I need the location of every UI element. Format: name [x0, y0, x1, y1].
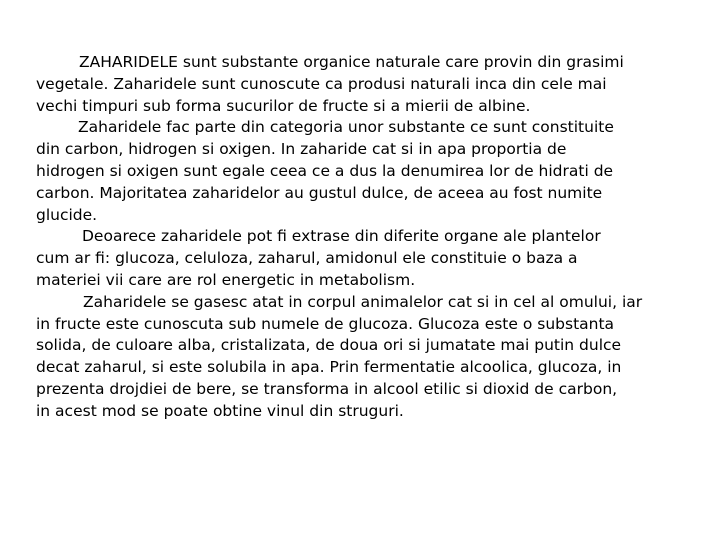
text-line: din carbon, hidrogen si oxigen. In zaharide cat si in apa proportia de — [36, 140, 567, 159]
paragraph-glucose — [36, 292, 676, 423]
text-line: solida, de culoare alba, cristalizata, de doua ori si jumatate mai putin dulce — [36, 336, 622, 355]
text-line: in acest mod se poate obtine vinul din struguri. — [36, 401, 404, 420]
text-line: materiei vii care are rol energetic in metabolism. — [36, 270, 416, 289]
text-line: Zaharidele fac parte din categoria unor substante ce sunt constituite — [78, 118, 614, 137]
text-line: decat zaharul, si este solubila in apa. Prin fermentatie alcoolica, glucoza, in — [36, 358, 622, 377]
body-text — [36, 52, 676, 423]
text-line: hidrogen si oxigen sunt egale ceea ce a dus la denumirea lor de hidrati de — [36, 161, 614, 180]
text-line: vegetale. Zaharidele sunt cunoscute ca produsi naturali inca din cele mai — [36, 74, 607, 93]
text-line: carbon. Majoritatea zaharidelor au gustul dulce, de aceea au fost numite — [36, 183, 603, 202]
text-line: Zaharidele se gasesc atat in corpul animalelor cat si in cel al omului, iar — [83, 292, 643, 311]
text-line: cum ar fi: glucoza, celuloza, zaharul, amidonul ele constituie o baza a — [36, 249, 578, 268]
text-line: glucide. — [36, 205, 98, 224]
paragraph-sources — [36, 226, 676, 291]
text-line: in fructe este cunoscuta sub numele de glucoza. Glucoza este o substanta — [36, 314, 615, 333]
text-line: vechi timpuri sub forma sucurilor de fructe si a mierii de albine. — [36, 96, 531, 115]
text-line: ZAHARIDELE sunt substante organice naturale care provin din grasimi — [79, 53, 624, 71]
paragraph-composition — [36, 117, 676, 226]
paragraph-zaharidele-intro — [36, 52, 676, 117]
text-line: Deoarece zaharidele pot fi extrase din diferite organe ale plantelor — [82, 227, 601, 246]
text-line: prezenta drojdiei de bere, se transforma in alcool etilic si dioxid de carbon, — [36, 379, 618, 398]
